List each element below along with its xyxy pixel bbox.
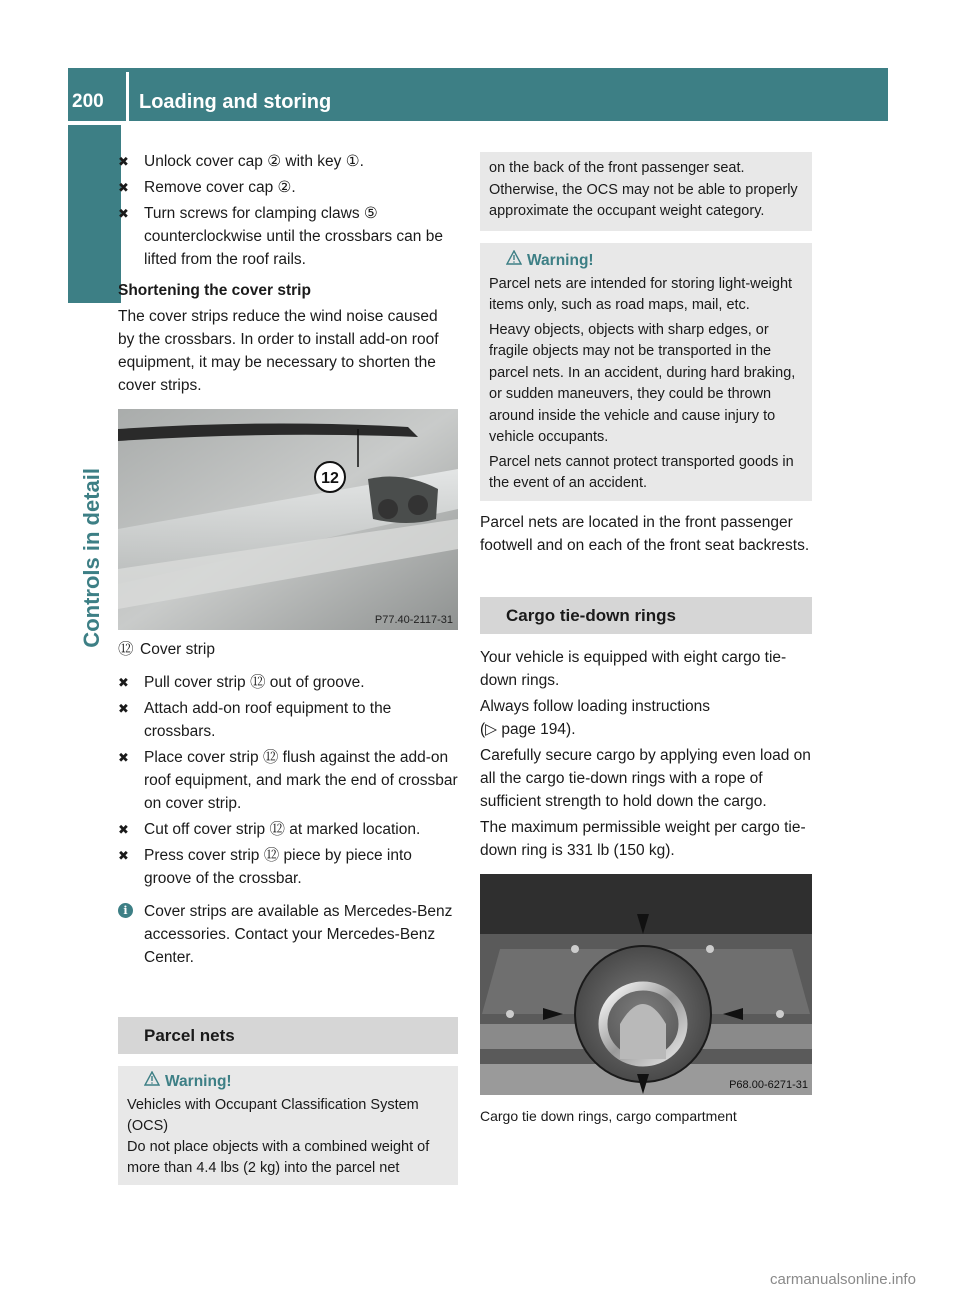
warning-box bbox=[480, 243, 812, 501]
step-item: ✖ Cut off cover strip ⑫ at marked location. bbox=[118, 818, 458, 841]
step-arrow-icon: ✖ bbox=[118, 701, 129, 716]
legend-number: ⑫ bbox=[118, 641, 134, 658]
step-item: ✖ Attach add-on roof equipment to the crossbars. bbox=[118, 697, 458, 743]
warning-triangle-icon bbox=[144, 1071, 160, 1086]
step-item: ✖ Place cover strip ⑫ flush against the add-on roof equipment, and mark the end of crossbar on cover strip. bbox=[118, 746, 458, 815]
cargo-compartment-photo bbox=[480, 874, 812, 1095]
warning-box-continued: on the back of the front passenger seat. Otherwise, the OCS may not be able to properly approximate the occupant weight category. bbox=[480, 152, 812, 231]
body-paragraph: Your vehicle is equipped with eight cargo tie-down rings. bbox=[480, 648, 787, 689]
step-item: ✖ Press cover strip ⑫ piece by piece into groove of the crossbar. bbox=[118, 844, 458, 890]
step-arrow-icon: ✖ bbox=[118, 750, 129, 765]
warning-text: Vehicles with Occupant Classification System (OCS) bbox=[127, 1097, 419, 1134]
warning-text: Heavy objects, objects with sharp edges, or fragile objects may not be transported in the parcel nets. In an accident, during hard braking, or sudden maneuvers, they could be thrown around inside the vehicle and cause injury to vehicle occupants. bbox=[489, 321, 796, 445]
side-section-label: Controls in detail bbox=[79, 468, 104, 648]
figure-caption: Cargo tie down rings, cargo compartment bbox=[480, 1107, 737, 1124]
warning-heading: Warning! bbox=[509, 249, 804, 272]
watermark: carmanualsonline.info bbox=[770, 1271, 916, 1288]
step-item: ✖ Turn screws for clamping claws ⑤ counterclockwise until the crossbars can be lifted from the roof rails. bbox=[118, 202, 458, 271]
legend-text: Cover strip bbox=[140, 641, 215, 658]
page-title: Loading and storing bbox=[139, 91, 332, 113]
warning-heading: Warning! bbox=[147, 1070, 450, 1093]
right-column bbox=[480, 152, 812, 1131]
body-paragraph: Carefully secure cargo by applying even load on all the cargo tie-down rings with a rope of sufficient strength to hold down the cargo. bbox=[480, 746, 811, 810]
warning-text: Do not place objects with a combined weight of more than 4.4 lbs (2 kg) into the parcel net bbox=[127, 1139, 430, 1176]
subsection-title: Shortening the cover strip bbox=[118, 282, 311, 299]
warning-triangle-icon bbox=[506, 250, 522, 265]
body-paragraph: Always follow loading instructions (▷ page 194). bbox=[480, 697, 711, 738]
page-number: 200 bbox=[72, 91, 104, 112]
figure-code: P68.00-6271-31 bbox=[729, 1078, 808, 1091]
info-note: i Cover strips are available as Mercedes-Benz accessories. Contact your Mercedes-Benz Center. bbox=[118, 900, 458, 969]
body-paragraph: The cover strips reduce the wind noise caused by the crossbars. In order to install add-on roof equipment, it may be necessary to shorten the cover strips. bbox=[118, 308, 439, 394]
left-column bbox=[118, 150, 458, 1195]
step-arrow-icon: ✖ bbox=[118, 675, 129, 690]
step-arrow-icon: ✖ bbox=[118, 180, 129, 195]
step-arrow-icon: ✖ bbox=[118, 822, 129, 837]
step-arrow-icon: ✖ bbox=[118, 154, 129, 169]
step-item: ✖ Unlock cover cap ② with key ①. bbox=[118, 150, 458, 173]
warning-text: Parcel nets cannot protect transported goods in the event of an accident. bbox=[489, 453, 794, 491]
section-heading-cargo-rings: Cargo tie-down rings bbox=[480, 597, 812, 634]
step-item: ✖ Pull cover strip ⑫ out of groove. bbox=[118, 671, 458, 694]
header-divider bbox=[126, 72, 129, 121]
figure-code: P77.40-2117-31 bbox=[374, 614, 453, 626]
body-paragraph: The maximum permissible weight per cargo tie-down ring is 331 lb (150 kg). bbox=[480, 818, 806, 859]
callout-label: 12 bbox=[321, 470, 339, 487]
figure-legend bbox=[118, 638, 458, 661]
info-icon: i bbox=[118, 903, 133, 918]
step-arrow-icon: ✖ bbox=[118, 848, 129, 863]
warning-text: Parcel nets are intended for storing light-weight items only, such as road maps, mail, etc. bbox=[489, 275, 793, 313]
roof-rail-photo bbox=[118, 409, 458, 630]
body-paragraph: Parcel nets are located in the front passenger footwell and on each of the front seat backrests. bbox=[480, 513, 810, 554]
step-item: ✖ Remove cover cap ②. bbox=[118, 176, 458, 199]
warning-box bbox=[118, 1066, 458, 1185]
cargo-ring-figure bbox=[480, 874, 812, 1095]
section-heading-parcel-nets: Parcel nets bbox=[118, 1017, 458, 1054]
page-reference-link[interactable]: (▷ page 194). bbox=[480, 720, 576, 738]
side-tab-block bbox=[68, 125, 121, 303]
step-arrow-icon: ✖ bbox=[118, 206, 129, 221]
cover-strip-figure bbox=[118, 409, 458, 630]
